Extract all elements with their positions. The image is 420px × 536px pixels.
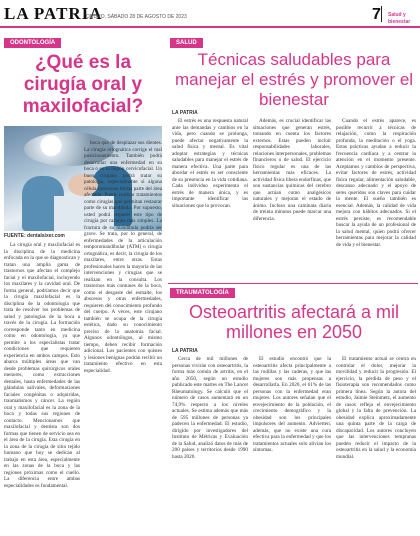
salud-byline: LA PATRIA [172, 110, 198, 116]
traumatologia-headline: Osteoartritis afectará a mil millones en 2050 [188, 302, 400, 342]
traumatologia-col3-text: El tratamiento actual se centra en controlar el dolor, mejorar la movilidad y reducir la progresión. El ejercicio, la pérdida de peso y el fisioterapia son recomendados como primera línea. Según la autora del estudio, Jaimie Steinmetz, el aumento de casos refleja el envejecimiento global y la falta de prevención. La obesidad explica aproximadamente una quinta parte de la carga de discapacidad. Los autores concluyen que las intervenciones tempranas pueden reducir el impacto de la osteoartritis en la salud y la economía mundial. [336, 356, 416, 460]
odontologia-tag: ODONTOLOGÍA [4, 38, 61, 48]
newspaper-logo: LA PATRIA [4, 4, 103, 23]
traumatologia-tag: TRAUMATOLOGÍA [170, 288, 235, 298]
odontologia-col2-text: boca que de desplazar sus dientes. La cirugía ortognática corrige el mal posicionamiento. También podrá desarrollar una enfermedad en su boca o en la región cervicofacial. Un buen cirujano podrá tratar su patología, especialmente si alguna célula cancerosa forma parte del área afectada. Puede realizar tratamientos como cirugías que permitan restaurar parte de su mandíbula. Por supuesto, usted podrá requerir este tipo de cirugía por razones más simples. La fractura de su mandíbula podría ser grave. Se trata, por lo general, de enfermedades de la articulación temporomandibular (ATM) o cirugía ortognática, es decir, la cirugía de los maxilares, entre otras. Estas profesionales hacen la mayoría de las intervenciones y cirugías que se realizan en la consulta. Los trastornos más comunes de la boca, como el desgaste del esmalte, los abscesos y otras enfermedades, requieren del conocimiento profundo del cuerpo. A veces, este cirujano también se ocupa de la cirugía estética, dado su conocimiento preciso de la anatomía facial. Algunos odontólogos, al mismo tiempo, deben recibir formación adicional. Los pacientes con quistes y lesiones benignas podrán recibir un tratamiento efectivo en esta especialidad. [84, 140, 162, 374]
traumatologia-byline: LA PATRIA [172, 348, 198, 354]
salud-col1-text: El estrés es una respuesta natural ante las demandas y cambios en la vida, pero cuando se prolonga, puede afectar negativamente la salud física y mental. Es vital adoptar estrategias y técnicas saludables para manejar el estrés de manera efectiva. Una parte para abordar el estrés es ser consciente de su presencia en la vida cotidiana. Cada individuo experimenta el estrés de manera única, y es importante identificar las situaciones que lo provocan. [172, 118, 248, 209]
odontologia-col1-text: La cirugía oral y maxilofacial es la disciplina de la medicina enfocada en la que se diagnostican y tratan una amplia gama de trastornos que afectan el complejo facial y el maxilofacial, incluyendo los maxilares y la cavidad oral. De forma general, podríamos decir que la cirugía maxilofacial es la disciplina de la odontología que trata de resolver los problemas de salud y patologías de la boca a través de la cirugía. La formación corresponde tanto en medicina como en odontología, ya que permite a los especialistas tratar condiciones que requieren experiencia en ambos campos. Esto abarca múltiples áreas que van desde problemas quirúrgicos orales menores, como extracciones dentales, hasta enfermedades de las glándulas salivales, deformaciones faciales congénitas o adquiridas, traumatismos y cáncer. La región oral y maxilofacial es la zona de la boca y todas sus regiones de contacto. Mencionamos que maxilofacial y dentista son dos formas que tienen de servicio sea en el área de la cirugía. Esta cirugía en la zona de la cirugía de sitio tejido humano que hoy se dedican al trabajo en esta área, especialmente en las zonas de la boca y las regiones próximas como el cuello. La diferencia entre ambas especialidades es fundamental. [4, 242, 80, 489]
salud-col2-text: Además, es crucial identificar las situaciones que generan estrés, tomando en cuenta los factores externos. Estas pueden incluir responsabilidades laborales, relaciones interpersonales, problemas financieros o de salud. El ejercicio físico regular es una de las herramientas más eficaces. La actividad física libera endorfinas, que son sustancias químicas del cerebro que actúan como analgésicos naturales y mejoran el estado de ánimo. Incluso una caminata diaria de treinta minutos puede marcar una diferencia. [253, 118, 331, 222]
traumatologia-col1-text: Cerca de mil millones de personas vivirán con osteoartritis, la forma más común de artritis, en el año 2050, según un estudio publicado este martes en The Lancet Rheumatology. Se calculó que el número de casos aumentará en un 74,9% respecto a los niveles actuales. Se estima además que más de 595 millones de personas ya padecen la enfermedad. El estudio, dirigido por investigadores del Instituto de Métricas y Evaluación de la Salud, analizó datos de más de 200 países y territorios desde 1990 hasta 2020. [172, 356, 248, 460]
salud-column-3 [336, 118, 416, 280]
masthead [0, 0, 420, 28]
traumatologia-col2-text: El estudio encontró que la osteoartritis afecta principalmente a las rodillas y las caderas, y que las mujeres son más propensas a desarrollarla. En 2020, el 61% de las personas con la enfermedad eran mujeres. Los autores señalan que el envejecimiento de la población, el crecimiento demográfico y la obesidad son los principales impulsores del aumento. Advierten, además, que no existe una cura efectiva para la enfermedad y que los tratamientos actuales solo alivian los síntomas. [253, 356, 331, 453]
salud-headline: Técnicas saludables para manejar el estrés y promover el bienestar [174, 50, 414, 109]
section-divider [168, 283, 418, 284]
odontologia-column-2 [84, 140, 162, 532]
traumatologia-column-1 [172, 356, 248, 532]
salud-column-2 [253, 118, 331, 280]
separator-pipe [381, 6, 382, 22]
section-name: Salud y bienestar [388, 12, 411, 25]
photo-source: FUENTE: dentalsixer.com [4, 233, 65, 239]
odontologia-headline: ¿Qué es la cirugía oral y maxilofacial? [22, 52, 144, 117]
salud-tag: SALUD [170, 38, 203, 48]
dateline: ORURO, SÁBADO 28 DE AGOSTO DE 2023 [86, 14, 187, 20]
traumatologia-column-3 [336, 356, 416, 532]
odontologia-column-1 [4, 242, 80, 532]
page-number: 7 [372, 6, 381, 23]
traumatologia-column-2 [253, 356, 331, 532]
salud-col3-text: Cuando el estrés aparece, es posible recurrir a técnicas de relajación, como la respiración profunda, la meditación o el yoga. Estas prácticas ayudan a reducir la frecuencia cardíaca y a centrar la atención en el momento presente. Aceptamos y cambios de perspectiva, evitar factores de estrés, actividad física regular, alimentación saludable, descanso adecuado y el apoyo de seres queridos son claves para cuidar la mente. El sueño también es esencial. Además, la calidad de vida mejora con hábitos adecuados. Si el estrés persiste, es recomendable buscar la ayuda de un profesional de la salud mental, quien podrá ofrecer herramientas para mejorar la calidad de vida y el bienestar. [336, 118, 416, 248]
salud-column-1 [172, 118, 248, 280]
